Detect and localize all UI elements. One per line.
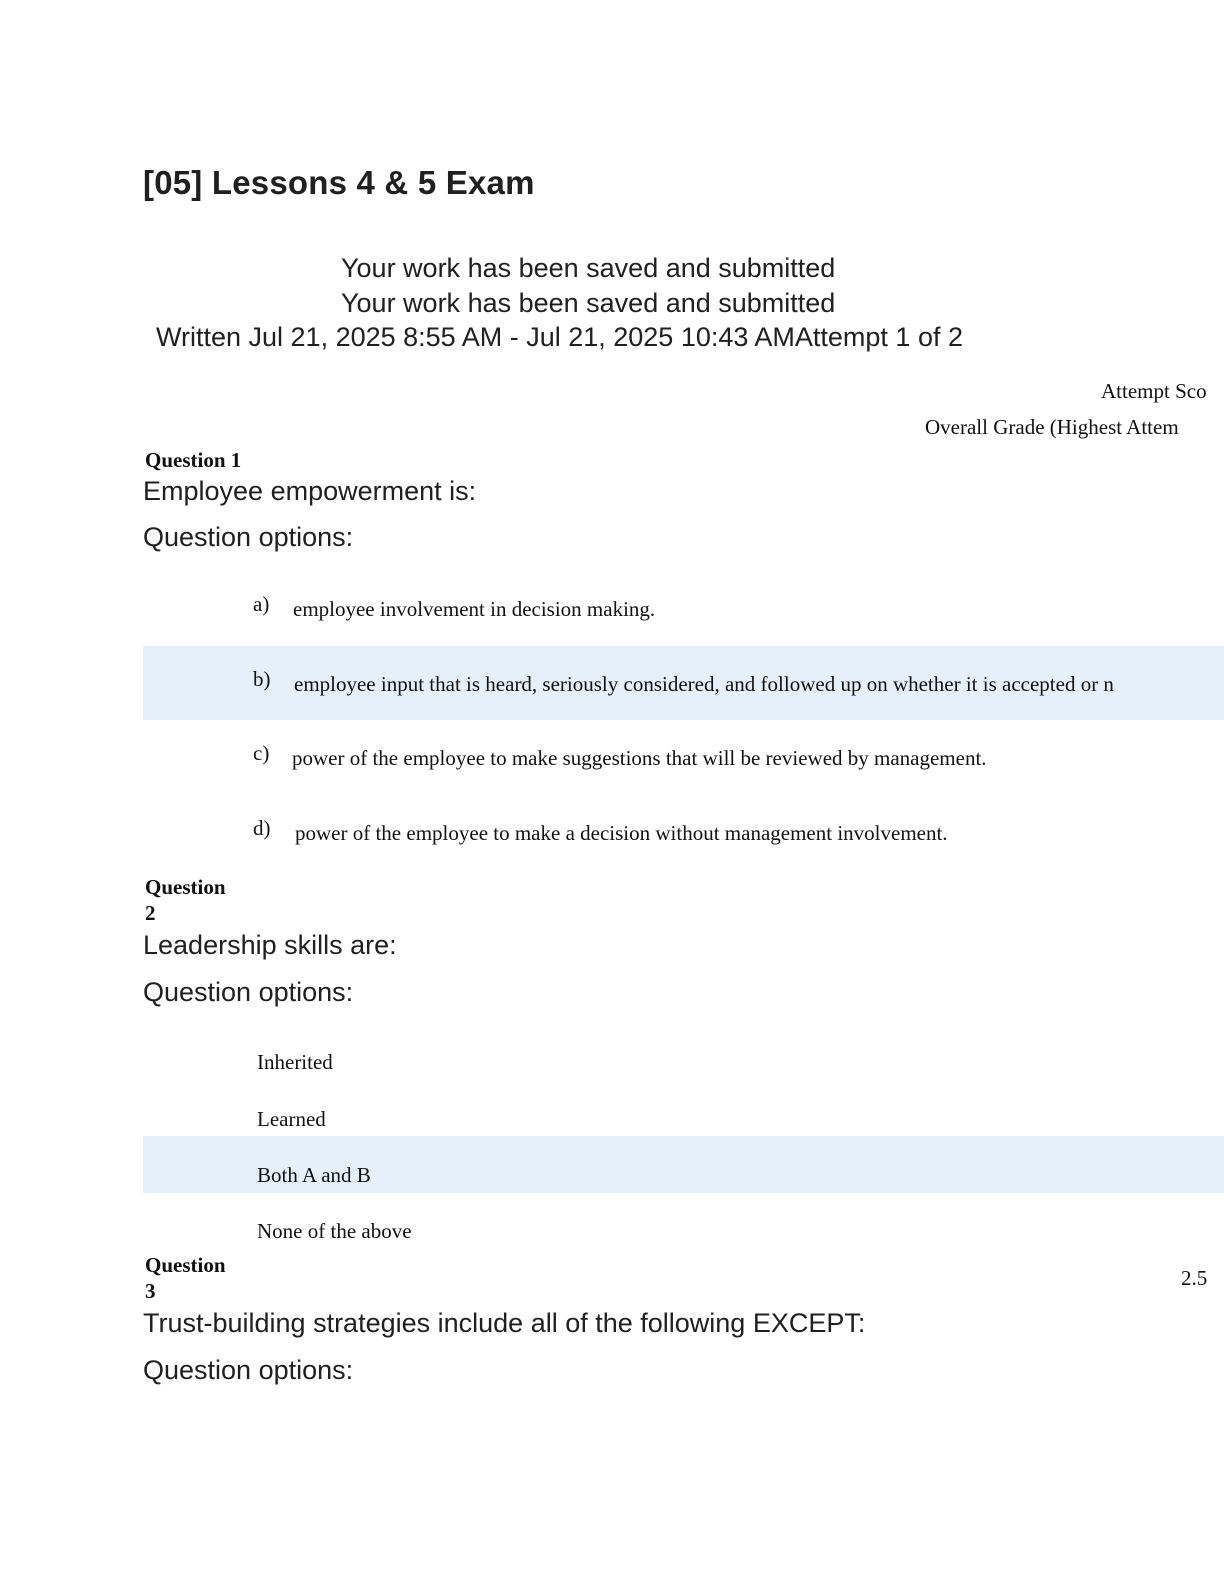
question-1-prompt: Employee empowerment is: <box>143 476 477 506</box>
question-1-option-d[interactable] <box>143 794 1224 868</box>
option-text: employee input that is heard, seriously considered, and followed up on whether it is accepted or n <box>294 672 1114 696</box>
question-3-label <box>145 1252 226 1304</box>
question-1-option-b-selected[interactable] <box>143 646 1224 720</box>
submission-status: Your work has been saved and submitted <box>341 253 836 283</box>
question-label-word: Question <box>145 1253 226 1277</box>
question-3-points: 2.5 <box>1181 1266 1208 1290</box>
attempt-score-label: Attempt Sco <box>1101 379 1207 403</box>
option-text: Learned <box>257 1107 326 1131</box>
option-letter: b) <box>253 667 271 691</box>
question-2-option-none[interactable] <box>143 1193 1224 1249</box>
option-letter: d) <box>253 816 271 840</box>
question-1-options-label: Question options: <box>143 522 354 552</box>
question-1-label: Question 1 <box>145 448 242 472</box>
question-2-option-both-selected[interactable] <box>143 1136 1224 1193</box>
option-text: Both A and B <box>257 1163 371 1187</box>
question-2-label <box>145 874 226 926</box>
question-2-option-learned[interactable] <box>143 1080 1224 1136</box>
overall-grade-label: Overall Grade (Highest Attem <box>925 415 1179 439</box>
submission-status-repeat: Your work has been saved and submitted <box>341 288 836 318</box>
option-letter: c) <box>253 741 270 765</box>
option-text: power of the employee to make a decision without management involvement. <box>295 821 948 845</box>
question-3-prompt: Trust-building strategies include all of the following EXCEPT: <box>143 1308 866 1338</box>
option-text: None of the above <box>257 1219 412 1243</box>
question-2-options-label: Question options: <box>143 977 354 1007</box>
question-3-options-label: Question options: <box>143 1355 354 1385</box>
question-2-option-inherited[interactable] <box>143 1024 1224 1080</box>
question-1-option-c[interactable] <box>143 720 1224 794</box>
option-text: employee involvement in decision making. <box>293 597 656 621</box>
attempt-written-info: Written Jul 21, 2025 8:55 AM - Jul 21, 2025 10:43 AMAttempt 1 of 2 <box>156 322 963 352</box>
question-2-prompt: Leadership skills are: <box>143 930 397 960</box>
option-letter: a) <box>253 592 270 616</box>
question-label-number: 2 <box>145 901 156 925</box>
option-text: Inherited <box>257 1050 333 1074</box>
question-label-number: 3 <box>145 1279 156 1303</box>
question-label-word: Question <box>145 875 226 899</box>
option-text: power of the employee to make suggestions that will be reviewed by management. <box>292 746 987 770</box>
question-1-option-a[interactable] <box>143 572 1224 646</box>
exam-title: [05] Lessons 4 & 5 Exam <box>143 164 535 201</box>
